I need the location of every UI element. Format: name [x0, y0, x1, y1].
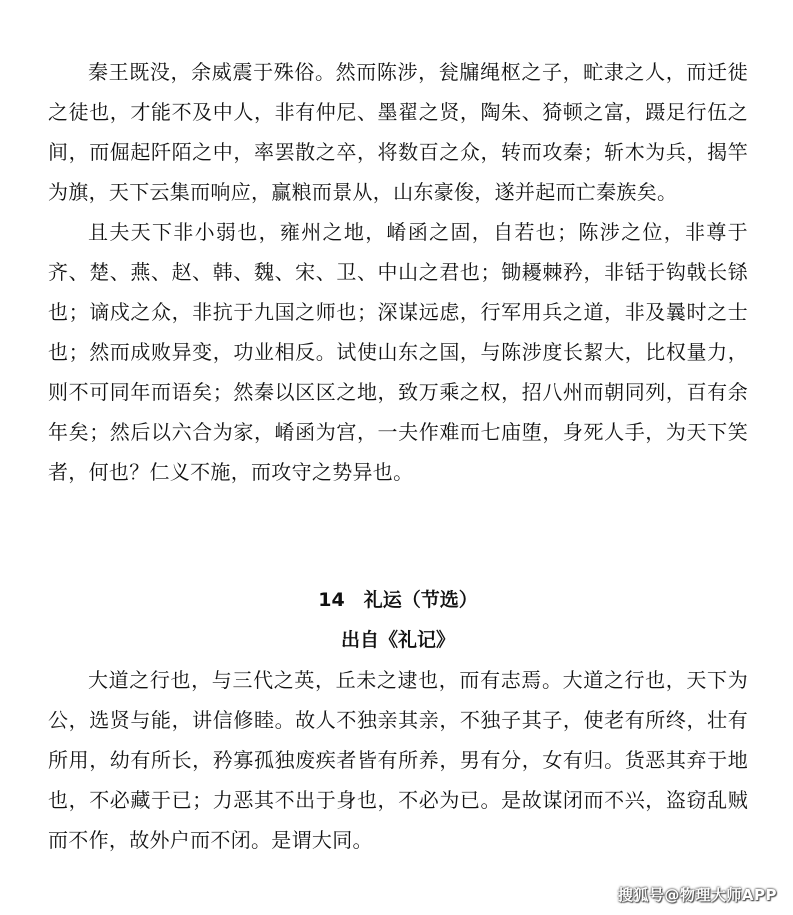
paragraph: 秦王既没，余威震于殊俗。然而陈涉，瓮牖绳枢之子，甿隶之人，而迁徙之徒也，才能不及中人，非有仲尼、墨翟之贤，陶朱、猗顿之富，蹑足行伍之间，而倔起阡陌之中，率罢散之卒，将数百之众，转而攻秦；斩木为兵，揭竿为旗，天下云集而响应，赢粮而景从，山东豪俊，遂并起而亡秦族矣。 [48, 60, 748, 204]
watermark: 搜狐号@物理大师APP [617, 886, 777, 904]
section-source: 出自《礼记》 [340, 629, 455, 651]
section-title: 14 礼运（节选） [318, 589, 478, 611]
paragraph: 大道之行也，与三代之英，丘未之逮也，而有志焉。大道之行也，天下为公，选贤与能，讲信修睦。故人不独亲其亲，不独子其子，使老有所终，壮有所用，幼有所长，矜寡孤独废疾者皆有所养，男有分，女有归。货恶其弃于地也，不必藏于已；力恶其不出于身也，不必为已。是故谋闭而不兴，盗窃乱贼而不作，故外户而不闭。是谓大同。 [48, 668, 748, 852]
section-gap [48, 492, 748, 580]
paragraph: 且夫天下非小弱也，雍州之地，崤函之固，自若也；陈涉之位，非尊于齐、楚、燕、赵、韩、魏、宋、卫、中山之君也；锄耰棘矜，非铦于钩戟长铩也；谪戍之众，非抗于九国之师也；深谋远虑，行军用兵之道，非及曩时之士也；然而成败异变，功业相反。试使山东之国，与陈涉度长絜大，比权量力，则不可同年而语矣；然秦以区区之地，致万乘之权，招八州而朝同列，百有余年矣；然后以六合为家，崤函为宫，一夫作难而七庙堕，身死人手，为天下笑者，何也？仁义不施，而攻守之势异也。 [48, 220, 748, 484]
document-page [48, 52, 748, 860]
